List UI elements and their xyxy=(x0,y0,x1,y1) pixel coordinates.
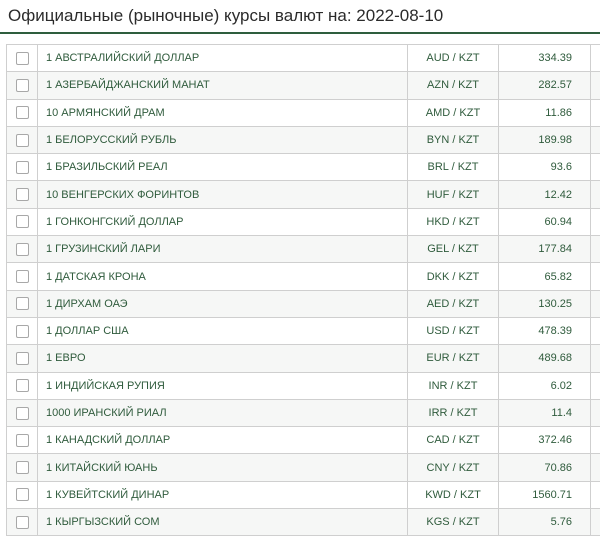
row-checkbox[interactable] xyxy=(16,215,29,228)
exchange-rate: 5.76 xyxy=(499,509,591,536)
table-row xyxy=(7,154,600,181)
table-row xyxy=(7,454,600,481)
row-checkbox[interactable] xyxy=(16,52,29,65)
exchange-rate: 60.94 xyxy=(499,208,591,235)
exchange-rate: 177.84 xyxy=(499,236,591,263)
row-checkbox[interactable] xyxy=(16,516,29,529)
table-row xyxy=(7,263,600,290)
trend-cell xyxy=(591,126,600,153)
row-select-cell xyxy=(7,99,38,126)
trend-cell xyxy=(591,345,600,372)
currency-name: 1 ЕВРО xyxy=(38,345,408,372)
currency-name: 1 БРАЗИЛЬСКИЙ РЕАЛ xyxy=(38,154,408,181)
table-row xyxy=(7,290,600,317)
currency-pair: USD / KZT xyxy=(408,317,499,344)
currency-pair: HKD / KZT xyxy=(408,208,499,235)
trend-cell xyxy=(591,399,600,426)
currency-pair: HUF / KZT xyxy=(408,181,499,208)
exchange-rate: 1560.71 xyxy=(499,481,591,508)
currency-name: 10 ВЕНГЕРСКИХ ФОРИНТОВ xyxy=(38,181,408,208)
currency-pair: CAD / KZT xyxy=(408,427,499,454)
row-checkbox[interactable] xyxy=(16,270,29,283)
currency-pair: EUR / KZT xyxy=(408,345,499,372)
currency-name: 1000 ИРАНСКИЙ РИАЛ xyxy=(38,399,408,426)
table-row xyxy=(7,208,600,235)
table-row xyxy=(7,399,600,426)
table-row xyxy=(7,45,600,72)
trend-cell xyxy=(591,154,600,181)
trend-cell xyxy=(591,236,600,263)
trend-cell xyxy=(591,427,600,454)
currency-name: 1 ДАТСКАЯ КРОНА xyxy=(38,263,408,290)
trend-cell xyxy=(591,99,600,126)
row-select-cell xyxy=(7,427,38,454)
currency-pair: AUD / KZT xyxy=(408,45,499,72)
currency-pair: KGS / KZT xyxy=(408,509,499,536)
row-select-cell xyxy=(7,481,38,508)
row-select-cell xyxy=(7,399,38,426)
currency-name: 1 КИТАЙСКИЙ ЮАНЬ xyxy=(38,454,408,481)
row-select-cell xyxy=(7,126,38,153)
exchange-rate: 334.39 xyxy=(499,45,591,72)
row-checkbox[interactable] xyxy=(16,461,29,474)
row-select-cell xyxy=(7,45,38,72)
currency-name: 1 КЫРГЫЗСКИЙ СОМ xyxy=(38,509,408,536)
currency-name: 1 БЕЛОРУССКИЙ РУБЛЬ xyxy=(38,126,408,153)
table-row xyxy=(7,481,600,508)
table-row xyxy=(7,181,600,208)
table-row xyxy=(7,99,600,126)
trend-cell xyxy=(591,45,600,72)
row-checkbox[interactable] xyxy=(16,379,29,392)
table-row xyxy=(7,509,600,536)
row-select-cell xyxy=(7,509,38,536)
currency-pair: BRL / KZT xyxy=(408,154,499,181)
currency-pair: BYN / KZT xyxy=(408,126,499,153)
row-checkbox[interactable] xyxy=(16,106,29,119)
exchange-rate: 478.39 xyxy=(499,317,591,344)
table-row xyxy=(7,317,600,344)
table-row xyxy=(7,126,600,153)
currency-pair: DKK / KZT xyxy=(408,263,499,290)
table-row xyxy=(7,72,600,99)
row-select-cell xyxy=(7,290,38,317)
row-checkbox[interactable] xyxy=(16,79,29,92)
currency-name: 1 ИНДИЙСКАЯ РУПИЯ xyxy=(38,372,408,399)
exchange-rate: 65.82 xyxy=(499,263,591,290)
exchange-rate: 6.02 xyxy=(499,372,591,399)
exchange-rate: 489.68 xyxy=(499,345,591,372)
row-checkbox[interactable] xyxy=(16,407,29,420)
currency-name: 1 АЗЕРБАЙДЖАНСКИЙ МАНАТ xyxy=(38,72,408,99)
row-select-cell xyxy=(7,454,38,481)
row-select-cell xyxy=(7,317,38,344)
table-row xyxy=(7,345,600,372)
exchange-rate: 282.57 xyxy=(499,72,591,99)
trend-cell xyxy=(591,481,600,508)
row-checkbox[interactable] xyxy=(16,243,29,256)
row-checkbox[interactable] xyxy=(16,488,29,501)
row-checkbox[interactable] xyxy=(16,325,29,338)
row-select-cell xyxy=(7,208,38,235)
trend-cell xyxy=(591,263,600,290)
exchange-rate: 11.4 xyxy=(499,399,591,426)
trend-cell xyxy=(591,181,600,208)
page-title: Официальные (рыночные) курсы валют на: 2022-08-10 xyxy=(8,6,443,26)
exchange-rate: 372.46 xyxy=(499,427,591,454)
trend-cell xyxy=(591,317,600,344)
exchange-rate: 70.86 xyxy=(499,454,591,481)
title-divider xyxy=(0,32,600,34)
trend-cell xyxy=(591,72,600,99)
exchange-rate: 130.25 xyxy=(499,290,591,317)
row-checkbox[interactable] xyxy=(16,188,29,201)
currency-pair: KWD / KZT xyxy=(408,481,499,508)
row-checkbox[interactable] xyxy=(16,161,29,174)
exchange-rate: 11.86 xyxy=(499,99,591,126)
exchange-rate: 189.98 xyxy=(499,126,591,153)
currency-pair: AZN / KZT xyxy=(408,72,499,99)
trend-cell xyxy=(591,509,600,536)
trend-cell xyxy=(591,290,600,317)
table-row xyxy=(7,372,600,399)
row-select-cell xyxy=(7,181,38,208)
table-row xyxy=(7,236,600,263)
table-row xyxy=(7,427,600,454)
row-checkbox[interactable] xyxy=(16,434,29,447)
currency-name: 10 АРМЯНСКИЙ ДРАМ xyxy=(38,99,408,126)
row-select-cell xyxy=(7,372,38,399)
currency-name: 1 КУВЕЙТСКИЙ ДИНАР xyxy=(38,481,408,508)
currency-pair: INR / KZT xyxy=(408,372,499,399)
currency-pair: IRR / KZT xyxy=(408,399,499,426)
exchange-rate: 93.6 xyxy=(499,154,591,181)
rates-table xyxy=(6,44,600,536)
currency-pair: GEL / KZT xyxy=(408,236,499,263)
currency-pair: CNY / KZT xyxy=(408,454,499,481)
currency-name: 1 ДОЛЛАР США xyxy=(38,317,408,344)
trend-cell xyxy=(591,372,600,399)
currency-name: 1 ГРУЗИНСКИЙ ЛАРИ xyxy=(38,236,408,263)
trend-cell xyxy=(591,208,600,235)
row-checkbox[interactable] xyxy=(16,297,29,310)
currency-name: 1 АВСТРАЛИЙСКИЙ ДОЛЛАР xyxy=(38,45,408,72)
row-select-cell xyxy=(7,72,38,99)
currency-name: 1 ДИРХАМ ОАЭ xyxy=(38,290,408,317)
row-checkbox[interactable] xyxy=(16,352,29,365)
row-select-cell xyxy=(7,345,38,372)
exchange-rate: 12.42 xyxy=(499,181,591,208)
row-select-cell xyxy=(7,154,38,181)
currency-name: 1 ГОНКОНГСКИЙ ДОЛЛАР xyxy=(38,208,408,235)
currency-name: 1 КАНАДСКИЙ ДОЛЛАР xyxy=(38,427,408,454)
trend-cell xyxy=(591,454,600,481)
currency-pair: AMD / KZT xyxy=(408,99,499,126)
row-checkbox[interactable] xyxy=(16,134,29,147)
row-select-cell xyxy=(7,263,38,290)
row-select-cell xyxy=(7,236,38,263)
currency-pair: AED / KZT xyxy=(408,290,499,317)
